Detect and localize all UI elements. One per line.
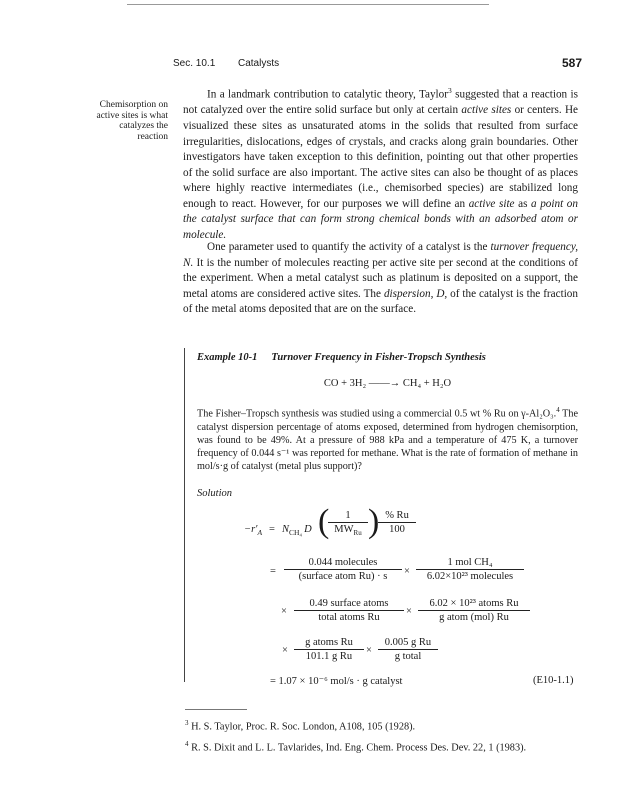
- times-sign: ×: [366, 645, 372, 656]
- margin-note-line: active sites is what: [96, 110, 168, 121]
- margin-note: [86, 100, 168, 142]
- footnote-rule: [185, 709, 247, 710]
- equals-sign: =: [269, 524, 275, 535]
- running-title: Catalysts: [238, 58, 280, 69]
- reaction-equation: CO + 3H₂ ——→ CH₄ + H₂O: [323, 378, 452, 389]
- solution-label: Solution: [197, 488, 233, 499]
- body-paragraph-2: One parameter used to quantify the activity of a catalyst is the turnover frequency, N. It is the number of molecules reacting per active site per second at the conditions of the experiment. When a metal catalyst such as platinum is deposited on a support, the metal atoms are considered active sites. The dispersion, D, of the catalyst is the fraction of the metal atoms deposited that are on the surface.: [183, 241, 578, 316]
- example-text: The Fisher–Tropsch synthesis was studied using a commercial 0.5 wt % Ru on γ-Al₂O₃.$^4$ The catalyst dispersion percentage of atoms exposed, determined from hydrogen chemisorption, was found to be 49%. At a pressure of 988 kPa and a temperature of 475 K, a turnover frequency of 0.044 s⁻¹ was reported for methane. What is the rate of formation of methane in mol/s·g of catalyst (metal plus support)?: [197, 406, 578, 473]
- fraction-molar-mass: g atoms Ru 101.1 g Ru: [294, 637, 364, 662]
- margin-note-line: Chemisorption on: [99, 100, 168, 110]
- footnote-4: $^4$ R. S. Dixit and L. L. Tavlarides, Ind. Eng. Chem. Process Des. Dev. 22, 1 (1983).: [185, 740, 527, 754]
- margin-note-line: reaction: [137, 131, 168, 142]
- equation-number: (E10-1.1): [533, 675, 574, 686]
- fraction-avogadro-ru: 6.02 × 10²³ atoms Ru g atom (mol) Ru: [418, 598, 530, 623]
- equals-sign: =: [270, 566, 276, 577]
- footnote-3: $^3$ H. S. Taylor, Proc. R. Soc. London, A108, 105 (1928).: [185, 719, 416, 733]
- times-sign: ×: [282, 645, 288, 656]
- margin-note-line: catalyzes the: [119, 121, 168, 131]
- example-label: Example 10-1: [197, 352, 258, 363]
- example-title: Turnover Frequency in Fisher-Tropsch Synthesis: [271, 352, 486, 363]
- fraction-loading: 0.005 g Ru g total: [378, 637, 438, 662]
- right-paren: ): [368, 503, 380, 540]
- footnote-ref: 3: [447, 86, 452, 95]
- turnover-symbol: $N_{CH_4}$ D: [282, 524, 312, 538]
- fraction-turnover: 0.044 molecules (surface atom Ru) · s: [284, 557, 402, 582]
- top-rule: [127, 4, 489, 5]
- fraction-dispersion: 0.49 surface atoms total atoms Ru: [294, 598, 404, 623]
- times-sign: ×: [406, 606, 412, 617]
- example-side-bar: [184, 348, 185, 682]
- times-sign: ×: [404, 566, 410, 577]
- rate-lhs: $-r'_A$: [244, 524, 263, 538]
- fraction-percent-ru: $\frac{\% Ru}{100}$: [378, 510, 416, 535]
- body-paragraph-1: In a landmark contribution to catalytic theory, Taylor$^3$ suggested that a reaction is not catalyzed over the entire solid surface but only at certain active sites or centers. He visualized these sites as unsaturated atoms in the solids that resulted from surface irregularities, dislocations, edges of crystals, and cracks along grain boundaries. Other investigators have taken exception to this definition, pointing out that other properties of the solid surface are also important. The active sites can also be thought of as places where highly reactive intermediates (i.e., chemisorbed species) are stabilized long enough to react. However, for our purposes we will define an active site as a point on the catalyst surface that can form strong chemical bonds with an adsorbed atom or molecule.: [183, 86, 578, 242]
- times-sign: ×: [281, 606, 287, 617]
- example-heading: [197, 352, 486, 363]
- result-line: = 1.07 × 10⁻⁶ mol/s · g catalyst: [270, 676, 403, 687]
- fraction-1-over-mw: 1 $MW_{Ru}$: [328, 510, 368, 537]
- fraction-avogadro-methane: 1 mol CH₄ 6.02×10²³ molecules: [416, 557, 524, 582]
- page-number: 587: [562, 56, 583, 70]
- section-number: Sec. 10.1: [173, 58, 216, 69]
- left-paren: (: [318, 503, 330, 540]
